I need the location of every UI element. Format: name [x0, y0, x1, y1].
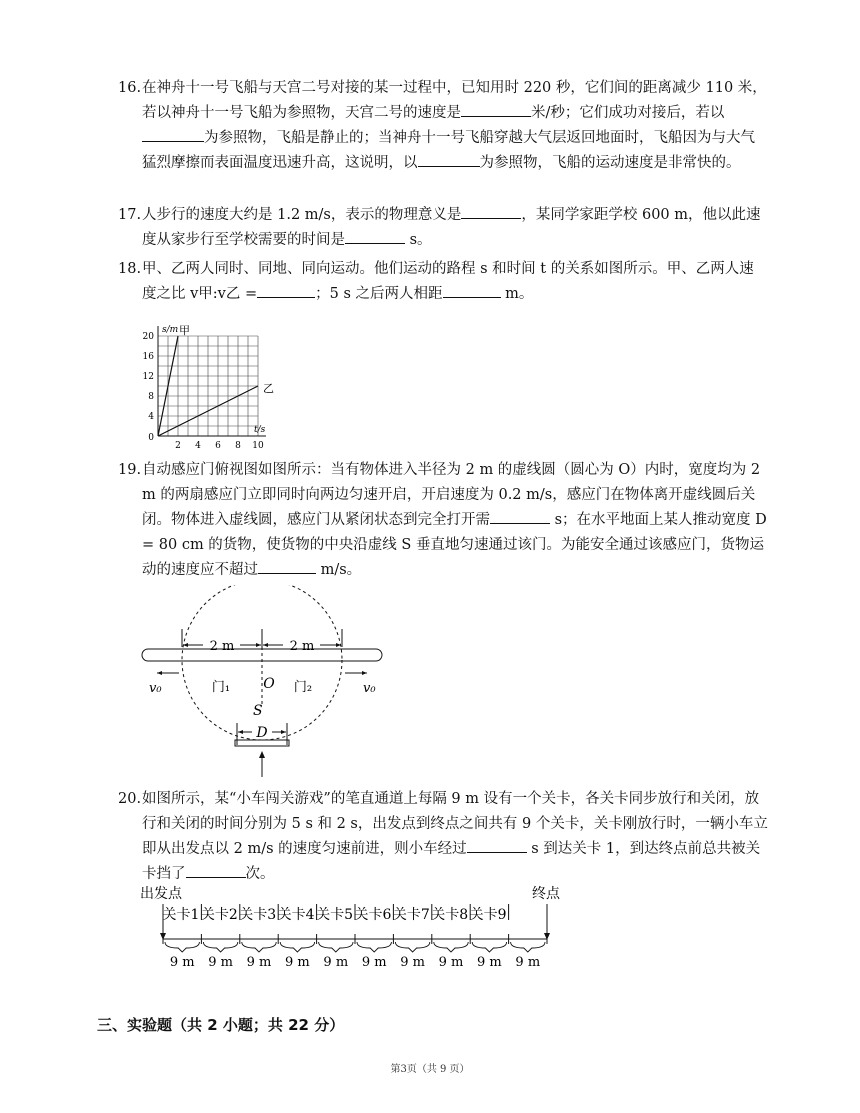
d-label: D — [256, 725, 268, 741]
distance-brace — [319, 942, 353, 952]
question-number: 17. — [118, 207, 142, 223]
question-text: m。 — [500, 286, 534, 302]
answer-blank[interactable] — [461, 102, 531, 117]
distance-brace — [242, 942, 276, 952]
distance-label: 9 m — [285, 955, 310, 970]
distance-label: 9 m — [400, 955, 425, 970]
answer-blank[interactable] — [257, 283, 315, 298]
question-17 — [118, 203, 768, 253]
answer-blank[interactable] — [258, 559, 316, 574]
x-tick-label: 4 — [195, 441, 201, 451]
y-tick-label: 8 — [148, 392, 154, 402]
distance-label: 9 m — [246, 955, 272, 970]
question-text: 自动感应门俯视图如图所示：当有物体进入半径为 2 m 的虚线圆（圆心为 O）内时，宽度均为 2 m 的两扇感应门立即同时向两边匀速开启，开启速度为 0.2 m/s，感应门在物体离开虚线圆后关闭。物体进入虚线圆，感应门从紧闭状态到完全打开需 — [142, 462, 761, 528]
question-text: s。 — [405, 232, 432, 248]
answer-blank[interactable] — [467, 838, 527, 853]
distance-brace — [434, 942, 468, 952]
gate-label: 关卡2 — [200, 907, 238, 923]
x-axis-label: t/s — [254, 425, 266, 435]
speed-label: v₀ — [363, 681, 376, 696]
y-tick-label: 4 — [148, 412, 154, 422]
gate-label: 关卡1 — [162, 907, 200, 923]
gate-label: 关卡5 — [316, 907, 353, 923]
x-tick-label: 2 — [175, 441, 181, 451]
question-text: ；5 s 之后两人相距 — [315, 286, 443, 302]
origin-label: 0 — [148, 433, 154, 443]
y-tick-label: 16 — [142, 352, 154, 362]
distance-label: 9 m — [169, 955, 195, 970]
question-text: 为参照物，飞船是静止的；当神舟十一号飞船穿越大气层返回地面时，飞船因为与大气猛烈摩擦而表面温度迅速升高，这说明，以 — [142, 130, 755, 171]
question-number: 16. — [118, 80, 142, 96]
y-tick-label: 12 — [142, 372, 154, 382]
gate-label: 关卡9 — [469, 907, 507, 923]
question-text: 米/秒；它们成功对接后，若以 — [531, 105, 725, 121]
question-18 — [118, 257, 768, 307]
question-text: 如图所示，某“小车闯关游戏”的笔直通道上每隔 9 m 设有一个关卡，各关卡同步放行和关闭，放行和关闭的时间分别为 5 s 和 2 s，出发点到终点之间共有 9 个关卡，关卡刚放行时，一辆小车立即从出发点以 2 m/s 的速度匀速前进，则小车经过 — [142, 791, 768, 857]
question-number: 19. — [118, 462, 142, 478]
track-diagram — [140, 882, 560, 972]
x-tick-label: 8 — [235, 441, 241, 451]
distance-label: 9 m — [323, 955, 349, 970]
answer-blank[interactable] — [418, 152, 480, 167]
x-tick-label: 6 — [215, 441, 221, 451]
question-text: ，某同学家距学校 600 m，他以此速度从家步行至学校需要的时间是 — [142, 207, 761, 248]
question-text: 次。 — [245, 866, 275, 882]
distance-label: 9 m — [208, 955, 233, 970]
y-axis-label: s/m — [162, 325, 179, 335]
answer-blank[interactable] — [186, 863, 246, 878]
question-text: 甲、乙两人同时、同地、同向运动。他们运动的路程 s 和时间 t 的关系如图所示。甲、乙两人速度之比 v甲:v乙 = — [142, 261, 754, 302]
speed-label: v₀ — [149, 681, 162, 696]
distance-brace — [165, 942, 199, 952]
answer-blank[interactable] — [443, 283, 501, 298]
question-text: 为参照物，飞船的运动速度是非常快的。 — [479, 155, 741, 171]
s-label: S — [253, 703, 263, 719]
question-text: s；在水平地面上某人推动宽度 D = 80 cm 的货物，使货物的中央沿虚线 S 垂直地匀速通过该门。为能安全通过该感应门，货物运动的速度应不超过 — [142, 512, 767, 578]
question-text: m/s。 — [316, 562, 362, 578]
door-label: 门₂ — [293, 680, 313, 695]
center-label: O — [263, 676, 275, 692]
door-diagram — [135, 585, 395, 780]
distance-label: 9 m — [515, 955, 541, 970]
question-19 — [118, 458, 768, 583]
answer-blank[interactable] — [142, 127, 204, 142]
question-text: 人步行的速度大约是 1.2 m/s，表示的物理意义是 — [142, 207, 462, 223]
question-number: 18. — [118, 261, 142, 277]
gate-label: 关卡7 — [392, 907, 430, 923]
answer-blank[interactable] — [461, 204, 521, 219]
distance-brace — [357, 942, 391, 952]
distance-time-graph — [140, 312, 290, 457]
distance-brace — [395, 942, 429, 952]
distance-brace — [511, 942, 545, 952]
distance-label: 9 m — [477, 955, 502, 970]
page-footer: 第3页（共 9 页） — [390, 1064, 470, 1075]
start-label: 出发点 — [140, 886, 182, 902]
distance-brace — [203, 942, 237, 952]
series-label-yi: 乙 — [263, 382, 274, 395]
door-label: 门₁ — [211, 680, 231, 695]
question-number: 20. — [118, 791, 142, 807]
question-text: s 到达关卡 1，到达终点前总共被关卡挡了 — [142, 841, 761, 882]
gate-label: 关卡4 — [277, 907, 315, 923]
section-heading: 三、实验题（共 2 小题；共 22 分） — [97, 1016, 345, 1034]
answer-blank[interactable] — [345, 229, 405, 244]
question-16 — [118, 76, 768, 176]
width-label: 2 m — [209, 639, 235, 654]
gate-label: 关卡8 — [431, 907, 469, 923]
question-text: 在神舟十一号飞船与天宫二号对接的某一过程中，已知用时 220 秒，它们间的距离减少 110 米，若以神舟十一号飞船为参照物，天宫二号的速度是 — [142, 80, 767, 121]
answer-blank[interactable] — [490, 509, 550, 524]
gate-label: 关卡3 — [239, 907, 277, 923]
width-label: 2 m — [289, 639, 315, 654]
distance-brace — [472, 942, 506, 952]
distance-label: 9 m — [361, 955, 387, 970]
question-20 — [118, 787, 768, 887]
series-label-jia: 甲 — [179, 324, 190, 337]
distance-label: 9 m — [438, 955, 464, 970]
gate-label: 关卡6 — [354, 907, 392, 923]
y-tick-label: 20 — [142, 332, 154, 342]
distance-brace — [280, 942, 314, 952]
x-tick-label: 10 — [252, 441, 264, 451]
end-label: 终点 — [532, 886, 560, 902]
